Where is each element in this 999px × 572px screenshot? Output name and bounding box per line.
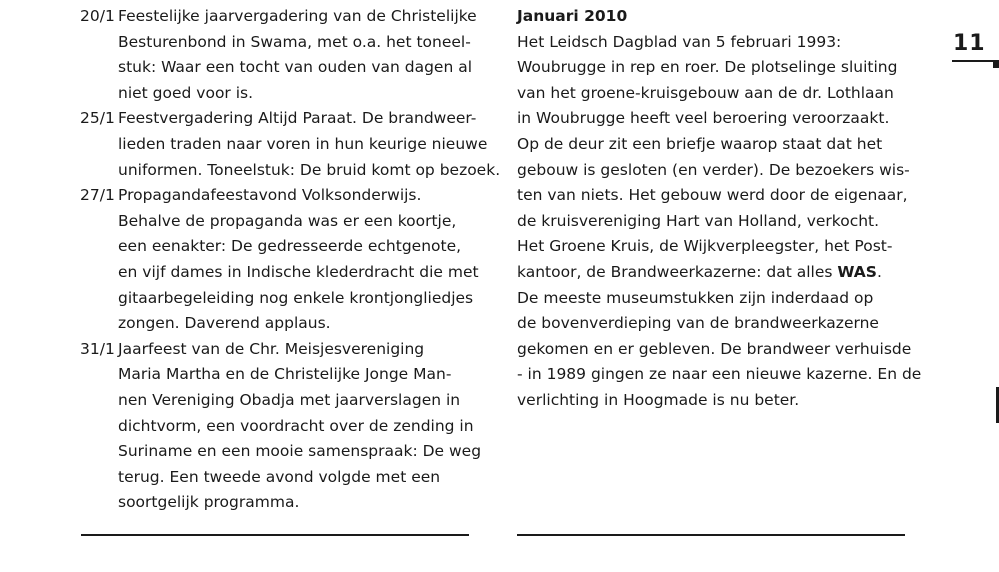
entry-line: Propagandafeestavond Volksonderwijs. bbox=[118, 186, 422, 205]
entry-line: soortgelijk programma. bbox=[118, 493, 300, 512]
entry-text bbox=[118, 4, 477, 106]
entry-date: 31/1 bbox=[80, 339, 115, 358]
entry-date: 27/1 bbox=[80, 186, 115, 205]
entry-line: Jaarfeest van de Chr. Meisjesvereniging bbox=[118, 339, 425, 358]
entry-line: en vijf dames in Indische klederdracht die met bbox=[118, 262, 479, 281]
entry-line: zongen. Daverend applaus. bbox=[118, 314, 331, 333]
entry-line: gitaarbegeleiding nog enkele krontjongliedjes bbox=[118, 288, 474, 307]
body-line: de bovenverdieping van de brandweerkazerne bbox=[517, 314, 879, 333]
emphasis-lead: kantoor, de Brandweerkazerne: dat alles bbox=[517, 262, 833, 281]
body-line: de kruisvereniging Hart van Holland, verkocht. bbox=[517, 211, 880, 230]
body-line: Op de deur zit een briefje waarop staat dat het bbox=[517, 134, 883, 153]
left-column-rule bbox=[81, 534, 469, 536]
body-line: ten van niets. Het gebouw werd door de eigenaar, bbox=[517, 186, 908, 205]
entry-line: Behalve de propaganda was er een koortje, bbox=[118, 211, 457, 230]
entry-line: Feestvergadering Altijd Paraat. De brandweer- bbox=[118, 109, 477, 128]
diary-entry-20-1 bbox=[80, 4, 477, 106]
body-line: Het Leidsch Dagblad van 5 februari 1993: bbox=[517, 32, 842, 51]
entry-date: 20/1 bbox=[80, 7, 115, 25]
body-line: van het groene-kruisgebouw aan de dr. Lothlaan bbox=[517, 83, 894, 102]
entry-line: terug. Een tweede avond volgde met een bbox=[118, 467, 441, 486]
section-heading: Januari 2010 bbox=[517, 7, 628, 25]
emphasis-word: WAS bbox=[837, 262, 877, 281]
entry-line: nen Vereniging Obadja met jaarverslagen in bbox=[118, 390, 461, 409]
body-line: gebouw is gesloten (en verder). De bezoekers wis- bbox=[517, 160, 910, 179]
entry-line: lieden traden naar voren in hun keurige nieuwe bbox=[118, 134, 488, 153]
entry-text bbox=[118, 106, 500, 183]
body-line: in Woubrugge heeft veel beroering veroorzaakt. bbox=[517, 109, 890, 128]
emphasis-after: . bbox=[876, 262, 882, 281]
diary-entry-25-1 bbox=[80, 106, 501, 183]
right-column bbox=[517, 4, 922, 414]
entry-line: Feestelijke jaarvergadering van de Christelijke bbox=[118, 7, 477, 25]
page-number: 11 bbox=[953, 31, 986, 56]
diary-entry-31-1 bbox=[80, 337, 482, 516]
entry-line: stuk: Waar een tocht van ouden van dagen al bbox=[118, 58, 473, 77]
diary-entry-27-1 bbox=[80, 183, 479, 337]
body-line: De meeste museumstukken zijn inderdaad op bbox=[517, 288, 874, 307]
right-column-rule bbox=[517, 534, 905, 536]
entry-line: niet goed voor is. bbox=[118, 83, 254, 102]
entry-text bbox=[118, 337, 481, 516]
entry-line: dichtvorm, een voordracht over de zending in bbox=[118, 416, 474, 435]
entry-line: Maria Martha en de Christelijke Jonge Man- bbox=[118, 365, 452, 384]
body-line: - in 1989 gingen ze naar een nieuwe kazerne. En de bbox=[517, 365, 922, 384]
body-line: Woubrugge in rep en roer. De plotselinge sluiting bbox=[517, 58, 898, 77]
left-column bbox=[80, 4, 501, 516]
body-line: Het Groene Kruis, de Wijkverpleegster, het Post- bbox=[517, 237, 893, 256]
body-line-emphasis bbox=[517, 260, 909, 286]
page-number-underline bbox=[952, 60, 999, 62]
body-line: gekomen en er gebleven. De brandweer verhuisde bbox=[517, 339, 912, 358]
entry-text bbox=[118, 183, 479, 337]
entry-line: een eenakter: De gedresseerde echtgenote, bbox=[118, 237, 462, 256]
entry-date: 25/1 bbox=[80, 109, 115, 128]
body-line: verlichting in Hoogmade is nu beter. bbox=[517, 390, 800, 409]
entry-line: Besturenbond in Swama, met o.a. het toneel- bbox=[118, 32, 471, 51]
page-tab-marker bbox=[993, 60, 999, 68]
entry-line: uniformen. Toneelstuk: De bruid komt op bezoek. bbox=[118, 160, 501, 179]
entry-line: Suriname en een mooie samenspraak: De weg bbox=[118, 442, 482, 461]
